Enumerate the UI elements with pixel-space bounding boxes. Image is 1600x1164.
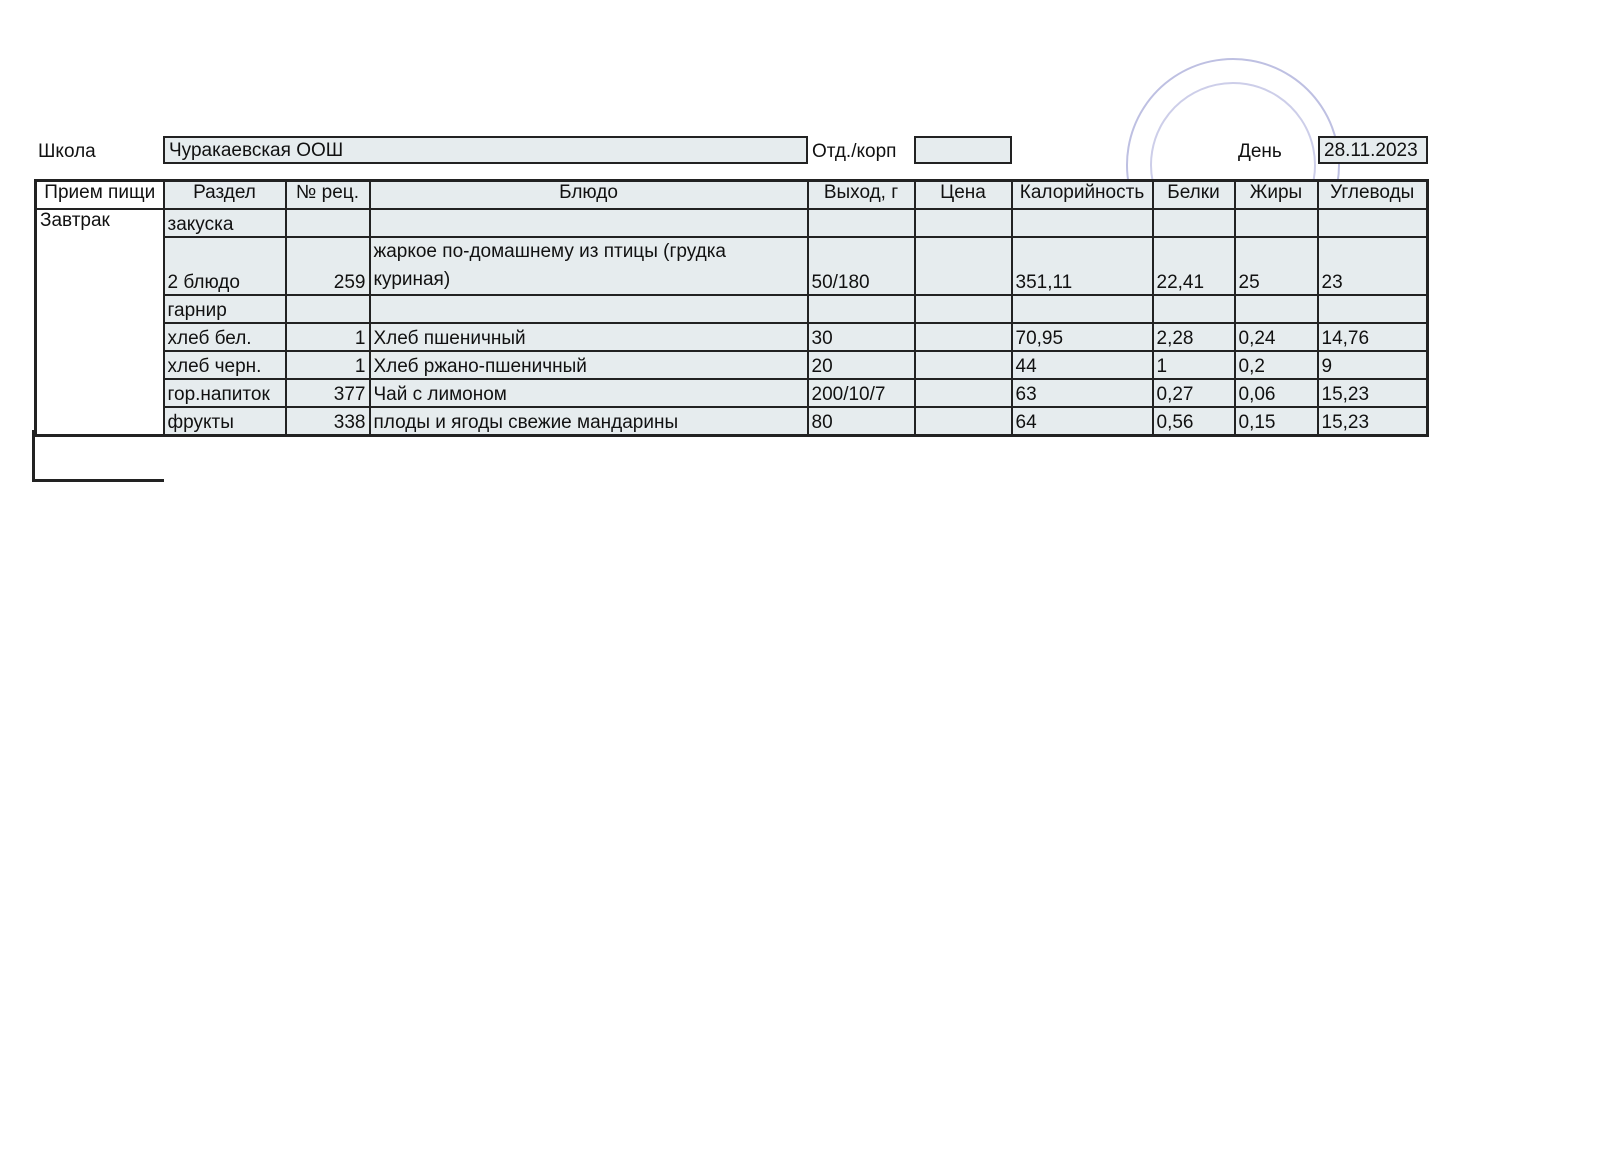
fat-cell [1235,295,1318,323]
day-field: 28.11.2023 [1318,136,1428,164]
recipe-cell: 1 [286,323,370,351]
table-row [36,209,1428,237]
yield-cell: 30 [808,323,915,351]
protein-cell: 0,27 [1153,379,1235,407]
section-cell: хлеб бел. [164,323,286,351]
protein-cell: 2,28 [1153,323,1235,351]
table-header-row [36,181,1428,210]
dept-label: Отд./корп [812,141,897,162]
calories-cell: 63 [1012,379,1153,407]
price-cell [915,209,1012,237]
col-header-protein: Белки [1153,181,1235,210]
school-field: Чуракаевская ООШ [163,136,808,164]
yield-cell: 200/10/7 [808,379,915,407]
dish-cell: плоды и ягоды свежие мандарины [370,407,808,436]
recipe-cell: 1 [286,351,370,379]
price-cell [915,379,1012,407]
calories-cell: 351,11 [1012,237,1153,295]
meal-cell: Завтрак [36,209,164,436]
recipe-cell [286,295,370,323]
carbs-cell: 15,23 [1318,407,1428,436]
price-cell [915,351,1012,379]
section-cell: фрукты [164,407,286,436]
section-cell: гор.напиток [164,379,286,407]
col-header-section: Раздел [164,181,286,210]
price-cell [915,407,1012,436]
dish-cell [370,209,808,237]
price-cell [915,295,1012,323]
col-header-meal: Прием пищи [36,181,164,210]
table-row [36,323,1428,351]
dept-field [914,136,1012,164]
carbs-cell: 15,23 [1318,379,1428,407]
section-cell: 2 блюдо [164,237,286,295]
dish-cell: Хлеб ржано-пшеничный [370,351,808,379]
dish-cell: Чай с лимоном [370,379,808,407]
yield-cell [808,209,915,237]
recipe-cell: 259 [286,237,370,295]
protein-cell [1153,209,1235,237]
recipe-cell: 377 [286,379,370,407]
fat-cell: 0,2 [1235,351,1318,379]
table-row [36,295,1428,323]
calories-cell: 70,95 [1012,323,1153,351]
yield-cell [808,295,915,323]
dish-cell: Хлеб пшеничный [370,323,808,351]
table-row [36,237,1428,295]
col-header-carbs: Углеводы [1318,181,1428,210]
dish-cell: жаркое по-домашнему из птицы (грудка куриная) [370,237,808,295]
fat-cell: 0,24 [1235,323,1318,351]
calories-cell: 64 [1012,407,1153,436]
carbs-cell [1318,209,1428,237]
protein-cell: 22,41 [1153,237,1235,295]
school-label: Школа [38,141,96,162]
day-label: День [1238,141,1282,162]
col-header-dish: Блюдо [370,181,808,210]
section-cell: закуска [164,209,286,237]
col-header-recipe: № рец. [286,181,370,210]
table-row [36,379,1428,407]
recipe-cell [286,209,370,237]
fat-cell: 0,15 [1235,407,1318,436]
dish-cell [370,295,808,323]
fat-cell [1235,209,1318,237]
section-cell: хлеб черн. [164,351,286,379]
price-cell [915,237,1012,295]
menu-table [34,179,1429,437]
yield-cell: 80 [808,407,915,436]
section-cell: гарнир [164,295,286,323]
carbs-cell [1318,295,1428,323]
col-header-yield: Выход, г [808,181,915,210]
yield-cell: 20 [808,351,915,379]
carbs-cell: 14,76 [1318,323,1428,351]
protein-cell [1153,295,1235,323]
col-header-fat: Жиры [1235,181,1318,210]
table-row [36,351,1428,379]
protein-cell: 1 [1153,351,1235,379]
calories-cell [1012,295,1153,323]
recipe-cell: 338 [286,407,370,436]
fat-cell: 25 [1235,237,1318,295]
meal-column-extension [32,430,164,482]
price-cell [915,323,1012,351]
col-header-calories: Калорийность [1012,181,1153,210]
calories-cell: 44 [1012,351,1153,379]
yield-cell: 50/180 [808,237,915,295]
col-header-price: Цена [915,181,1012,210]
carbs-cell: 23 [1318,237,1428,295]
carbs-cell: 9 [1318,351,1428,379]
protein-cell: 0,56 [1153,407,1235,436]
fat-cell: 0,06 [1235,379,1318,407]
table-row [36,407,1428,436]
calories-cell [1012,209,1153,237]
